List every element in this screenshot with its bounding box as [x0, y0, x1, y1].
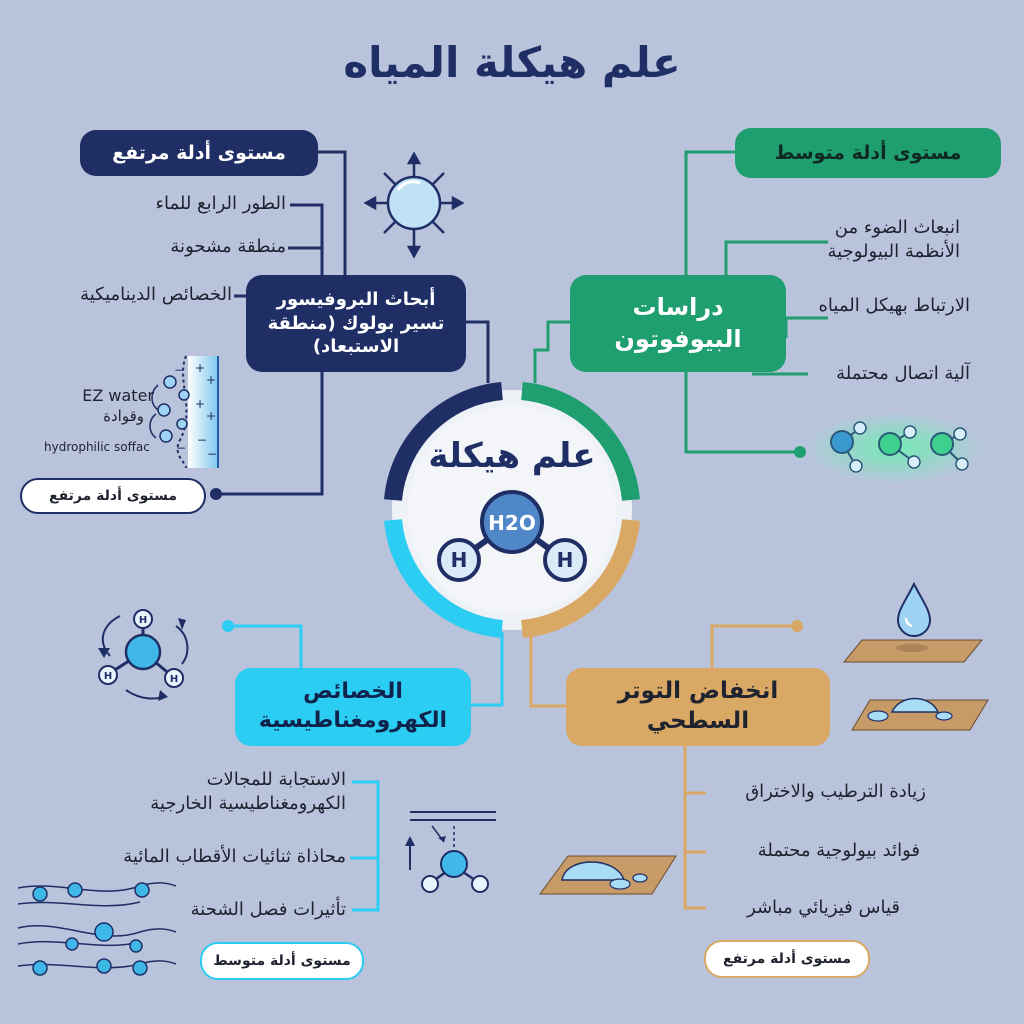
svg-text:+: +: [195, 397, 206, 411]
pollack-item-2: منطقة مشحونة: [170, 236, 286, 257]
radiating-sphere-icon: [366, 154, 462, 256]
biophoton-node: دراسات البيوفوتون: [570, 275, 786, 372]
svg-text:−: −: [174, 363, 185, 377]
ez-water-label: EZ water: [82, 386, 154, 405]
pollack-research-node: أبحاث البروفيسور تسير بولوك (منطقة الاستبعاد): [246, 275, 466, 372]
pollack-evidence-top: مستوى أدلة مرتفع: [80, 130, 318, 176]
center-title: علم هيكلة: [428, 436, 596, 476]
surface-tension-item-1: زيادة الترطيب والاختراق: [745, 781, 926, 802]
h-atom-left-label: H: [450, 548, 468, 572]
pollack-item-3: الخصائص الديناميكية: [80, 284, 232, 305]
svg-text:−: −: [176, 441, 187, 455]
surface-tension-node: انخفاض التوتر السطحي: [566, 668, 830, 746]
pollack-item-1: الطور الرابع للماء: [155, 193, 286, 214]
electromagnetic-node: الخصائص الكهرومغناطيسية: [235, 668, 471, 746]
electromagnetic-item-2: محاذاة ثنائيات الأقطاب المائية: [123, 846, 346, 867]
h-atom-right-label: H: [556, 548, 574, 572]
svg-text:+: +: [206, 373, 217, 387]
svg-text:+: +: [206, 409, 217, 423]
rot-h-label-2: H: [103, 671, 113, 682]
biophoton-item-1: انبعاث الضوء من الأنظمة البيولوجية: [827, 217, 960, 263]
rot-h-label-3: H: [169, 674, 179, 685]
glowing-molecules-icon: [805, 412, 985, 484]
surface-tension-evidence: مستوى أدلة مرتفع: [704, 940, 870, 978]
electromagnetic-item-3: تأثيرات فصل الشحنة: [190, 899, 346, 920]
surface-plate-1: [844, 640, 982, 662]
svg-text:+: +: [195, 361, 206, 375]
ez-water-label-2: وقوادة: [103, 407, 144, 425]
green-end-dot: [794, 446, 806, 458]
field-aligned-molecule-icon: [405, 812, 496, 892]
electromagnetic-item-1: الاستجابة للمجالات الكهرومغناطيسية الخارجية: [150, 769, 346, 815]
spreading-droplet-icon: [540, 856, 676, 894]
h2o-label: H2O: [488, 511, 536, 535]
surface-tension-item-2: فوائد بيولوجية محتملة: [757, 840, 920, 861]
svg-text:−: −: [197, 433, 208, 447]
dipole-field-lines-icon: [18, 883, 176, 975]
hydrophilic-surface-label: hydrophilic soffac: [44, 440, 150, 454]
svg-text:−: −: [207, 447, 218, 461]
biophoton-item-3: آلية اتصال محتملة: [836, 363, 970, 384]
pollack-evidence-bottom: مستوى أدلة مرتفع: [20, 478, 206, 514]
tan-end-dot: [791, 620, 803, 632]
water-drop-icon: [898, 584, 930, 636]
surface-plate-2: [852, 699, 988, 731]
rot-h-label-1: H: [138, 615, 148, 626]
page-title: علم هيكلة المياه: [343, 38, 681, 87]
biophoton-evidence: مستوى أدلة متوسط: [735, 128, 1001, 178]
navy-end-dot: [210, 488, 222, 500]
biophoton-item-2: الارتباط بهيكل المياه: [818, 295, 970, 316]
electromagnetic-evidence: مستوى أدلة متوسط: [200, 942, 364, 980]
cyan-end-dot: [222, 620, 234, 632]
surface-tension-item-3: قياس فيزيائي مباشر: [747, 897, 900, 918]
